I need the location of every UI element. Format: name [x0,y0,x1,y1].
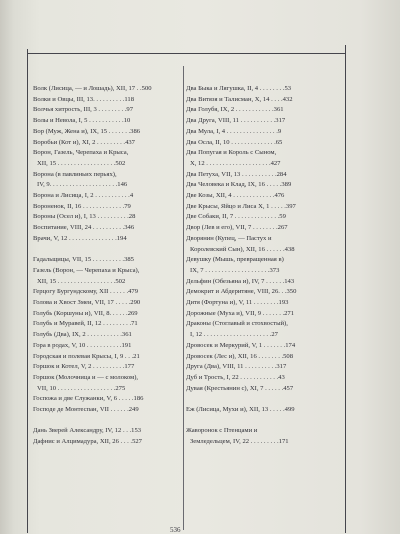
index-entry-continuation: IX, 7 . . . . . . . . . . . . . . . . . . . .373 [190,266,280,274]
index-entry: Девушку (Мышь, превращенная в) [186,256,284,264]
index-entry: Господе де Монтеспан, VII . . . . . .249 [33,406,139,414]
index-entry: Вор (Муж, Жена и), IX, 15 . . . . . . .386 [33,127,141,135]
index-entry: Дровосек (Лес и), XII, 16 . . . . . . . .508 [186,352,294,360]
index-entry: Дорожные (Муха и), VII, 9 . . . . . . .271 [186,309,295,317]
page-frame-left-rule [27,49,28,533]
index-entry: Два Осла, II, 10 . . . . . . . . . . . . . .65 [186,138,283,146]
index-entry: Ворона (в павлиньих перьях), [33,170,117,178]
index-entry: Дувая (Крестьянин с), XI, 7 . . . . . .457 [186,384,294,392]
index-entry: Госпожа и две Служанки, V, 6 . . . . .186 [33,395,144,403]
index-entry: Жаворонок с Птенцами и [186,427,258,435]
index-entry-continuation: XII, 15 . . . . . . . . . . . . . . . . . .502 [37,277,126,285]
index-entry: Волчья хитрость, III, 3 . . . . . . . . .97 [33,106,134,114]
index-entry: Два Быка и Лягушка, II, 4 . . . . . . . .53 [186,85,292,92]
index-entry: Голубь (Коршуны и), VII, 8. . . . . .269 [33,309,138,317]
index-entry: Вороненок, II, 16 . . . . . . . . . . . . .79 [33,202,131,210]
index-entry-continuation: X, 12 . . . . . . . . . . . . . . . . . . . .427 [190,159,281,167]
index-entry: Голова и Хвост Змеи, VII, 17 . . . . .290 [33,299,141,307]
page-number: 536 [170,526,181,534]
index-column-left [33,84,178,448]
index-entry: Вороны (Осел и), I, 13 . . . . . . . . . .28 [33,213,136,221]
index-entry: Дафнис и Алцимадура, XII, 26 . . . .527 [33,438,142,446]
index-entry: Два Мула, I, 4 . . . . . . . . . . . . . . . .9 [186,127,282,135]
index-entry: Волки и Овцы, III, 13. . . . . . . . . .118 [33,95,135,103]
section-gap [186,394,339,405]
index-entry: Два Петуха, VII, 13 . . . . . . . . . . .284 [186,170,287,178]
index-entry: Дань Зверей Александру, IV, 12 . . .153 [33,427,142,435]
index-entry: Голубь (Два), IX, 2 . . . . . . . . . . .361 [33,331,132,339]
index-entry: Дельфин (Обезьяна и), IV, 7 . . . . . .143 [186,277,295,285]
index-entry-continuation: VII, 10 . . . . . . . . . . . . . . . . . .275 [37,384,126,392]
index-column-right [186,84,339,448]
index-entry: Дуб и Трость, I, 22 . . . . . . . . . . . .43 [186,373,285,381]
index-entry: Друга (Два), VIII, 11 . . . . . . . . . .317 [186,363,287,371]
index-entry: Герцогу Бургундскому, XII . . . . . .479 [33,288,139,296]
index-entry: Два Голубя, IX, 2 . . . . . . . . . . . .361 [186,106,284,114]
index-entry: Горшок (Молочница и — с молоком), [33,373,139,381]
index-entry: Две Козы, XII, 4 . . . . . . . . . . . . .476 [186,192,285,200]
index-entry: Врачи, V, 12 . . . . . . . . . . . . . . .194 [33,234,127,242]
index-entry: Волы и Невола, I, 5 . . . . . . . . . . .10 [33,117,131,125]
index-entry: Горшок и Котел, V, 2 . . . . . . . . . .177 [33,363,135,371]
index-entry: Два Человека и Клад, IX, 16 . . . . .389 [186,181,292,189]
index-entry: Двор (Лев и его), VII, 7 . . . . . . . .267 [186,224,288,232]
section-gap [33,416,178,427]
index-entry: Дровосек и Меркурий, V, 1 . . . . . . .174 [186,341,296,349]
index-entry: Ворона и Лисица, I, 2 . . . . . . . . . . .4 [33,192,134,200]
page-frame-right-rule [345,45,346,533]
index-entry-continuation: IV, 9. . . . . . . . . . . . . . . . . . . . .146 [37,181,128,189]
index-entry: Еж (Лисица, Мухи и), XII, 13 . . . . .499 [186,406,295,414]
section-gap [186,416,339,427]
index-entry-continuation: Королевский Сын), XII, 16 . . . . . .438 [190,245,295,253]
index-entry: Гадальщицы, VII, 15 . . . . . . . . . .385 [33,256,134,264]
index-entry: Воробьи (Кот и), XI, 2 . . . . . . . . .437 [33,138,135,146]
index-entry: Ворон, Газель, Черепаха и Крыса, [33,149,129,157]
index-entry: Два Друга, VIII, 11 . . . . . . . . . . .317 [186,117,286,125]
index-entry: Две Собаки, II, 7 . . . . . . . . . . . . . .59 [186,213,286,221]
section-gap [33,245,178,256]
column-divider [183,66,184,530]
index-entry: Демокрит и Абдеритяне, VIII, 26. . .350 [186,288,297,296]
index-entry: Волк (Лисица, — и Лошадь), XII, 17 . .500 [33,85,152,92]
index-entry: Газель (Ворон, — Черепаха и Крыса), [33,266,140,274]
index-entry-continuation: XII, 15 . . . . . . . . . . . . . . . . . .502 [37,159,126,167]
index-entry: Голубь и Муравей, II, 12 . . . . . . . . .71 [33,320,138,328]
index-entry-continuation: Земледельцем, IV, 22 . . . . . . . . .171 [190,438,289,446]
index-entry: Дворянин (Купец, — Пастух и [186,234,272,242]
index-entry: Два Витязя и Талисман, X, 14 . . . .432 [186,95,293,103]
index-entry: Дитя (Фортуна и), V, 11 . . . . . . . .193 [186,299,289,307]
index-entry: Две Крысы, Яйцо и Лиса X, 1 . . . . .397 [186,202,296,210]
index-entry: Городская и полевая Крысы, I, 9 . . .21 [33,352,140,360]
page-frame-top-rule [27,53,345,54]
index-entry: Два Попугая и Король с Сыном, [186,149,277,157]
index-entry: Драконы (Стоглавый и стохвостый), [186,320,288,328]
index-entry: Воспитание, VIII, 24 . . . . . . . . . .346 [33,224,135,232]
index-entry-continuation: I, 12 . . . . . . . . . . . . . . . . . . . . .27 [190,331,278,339]
index-entry: Гора в родах, V, 10 . . . . . . . . . . .191 [33,341,132,349]
